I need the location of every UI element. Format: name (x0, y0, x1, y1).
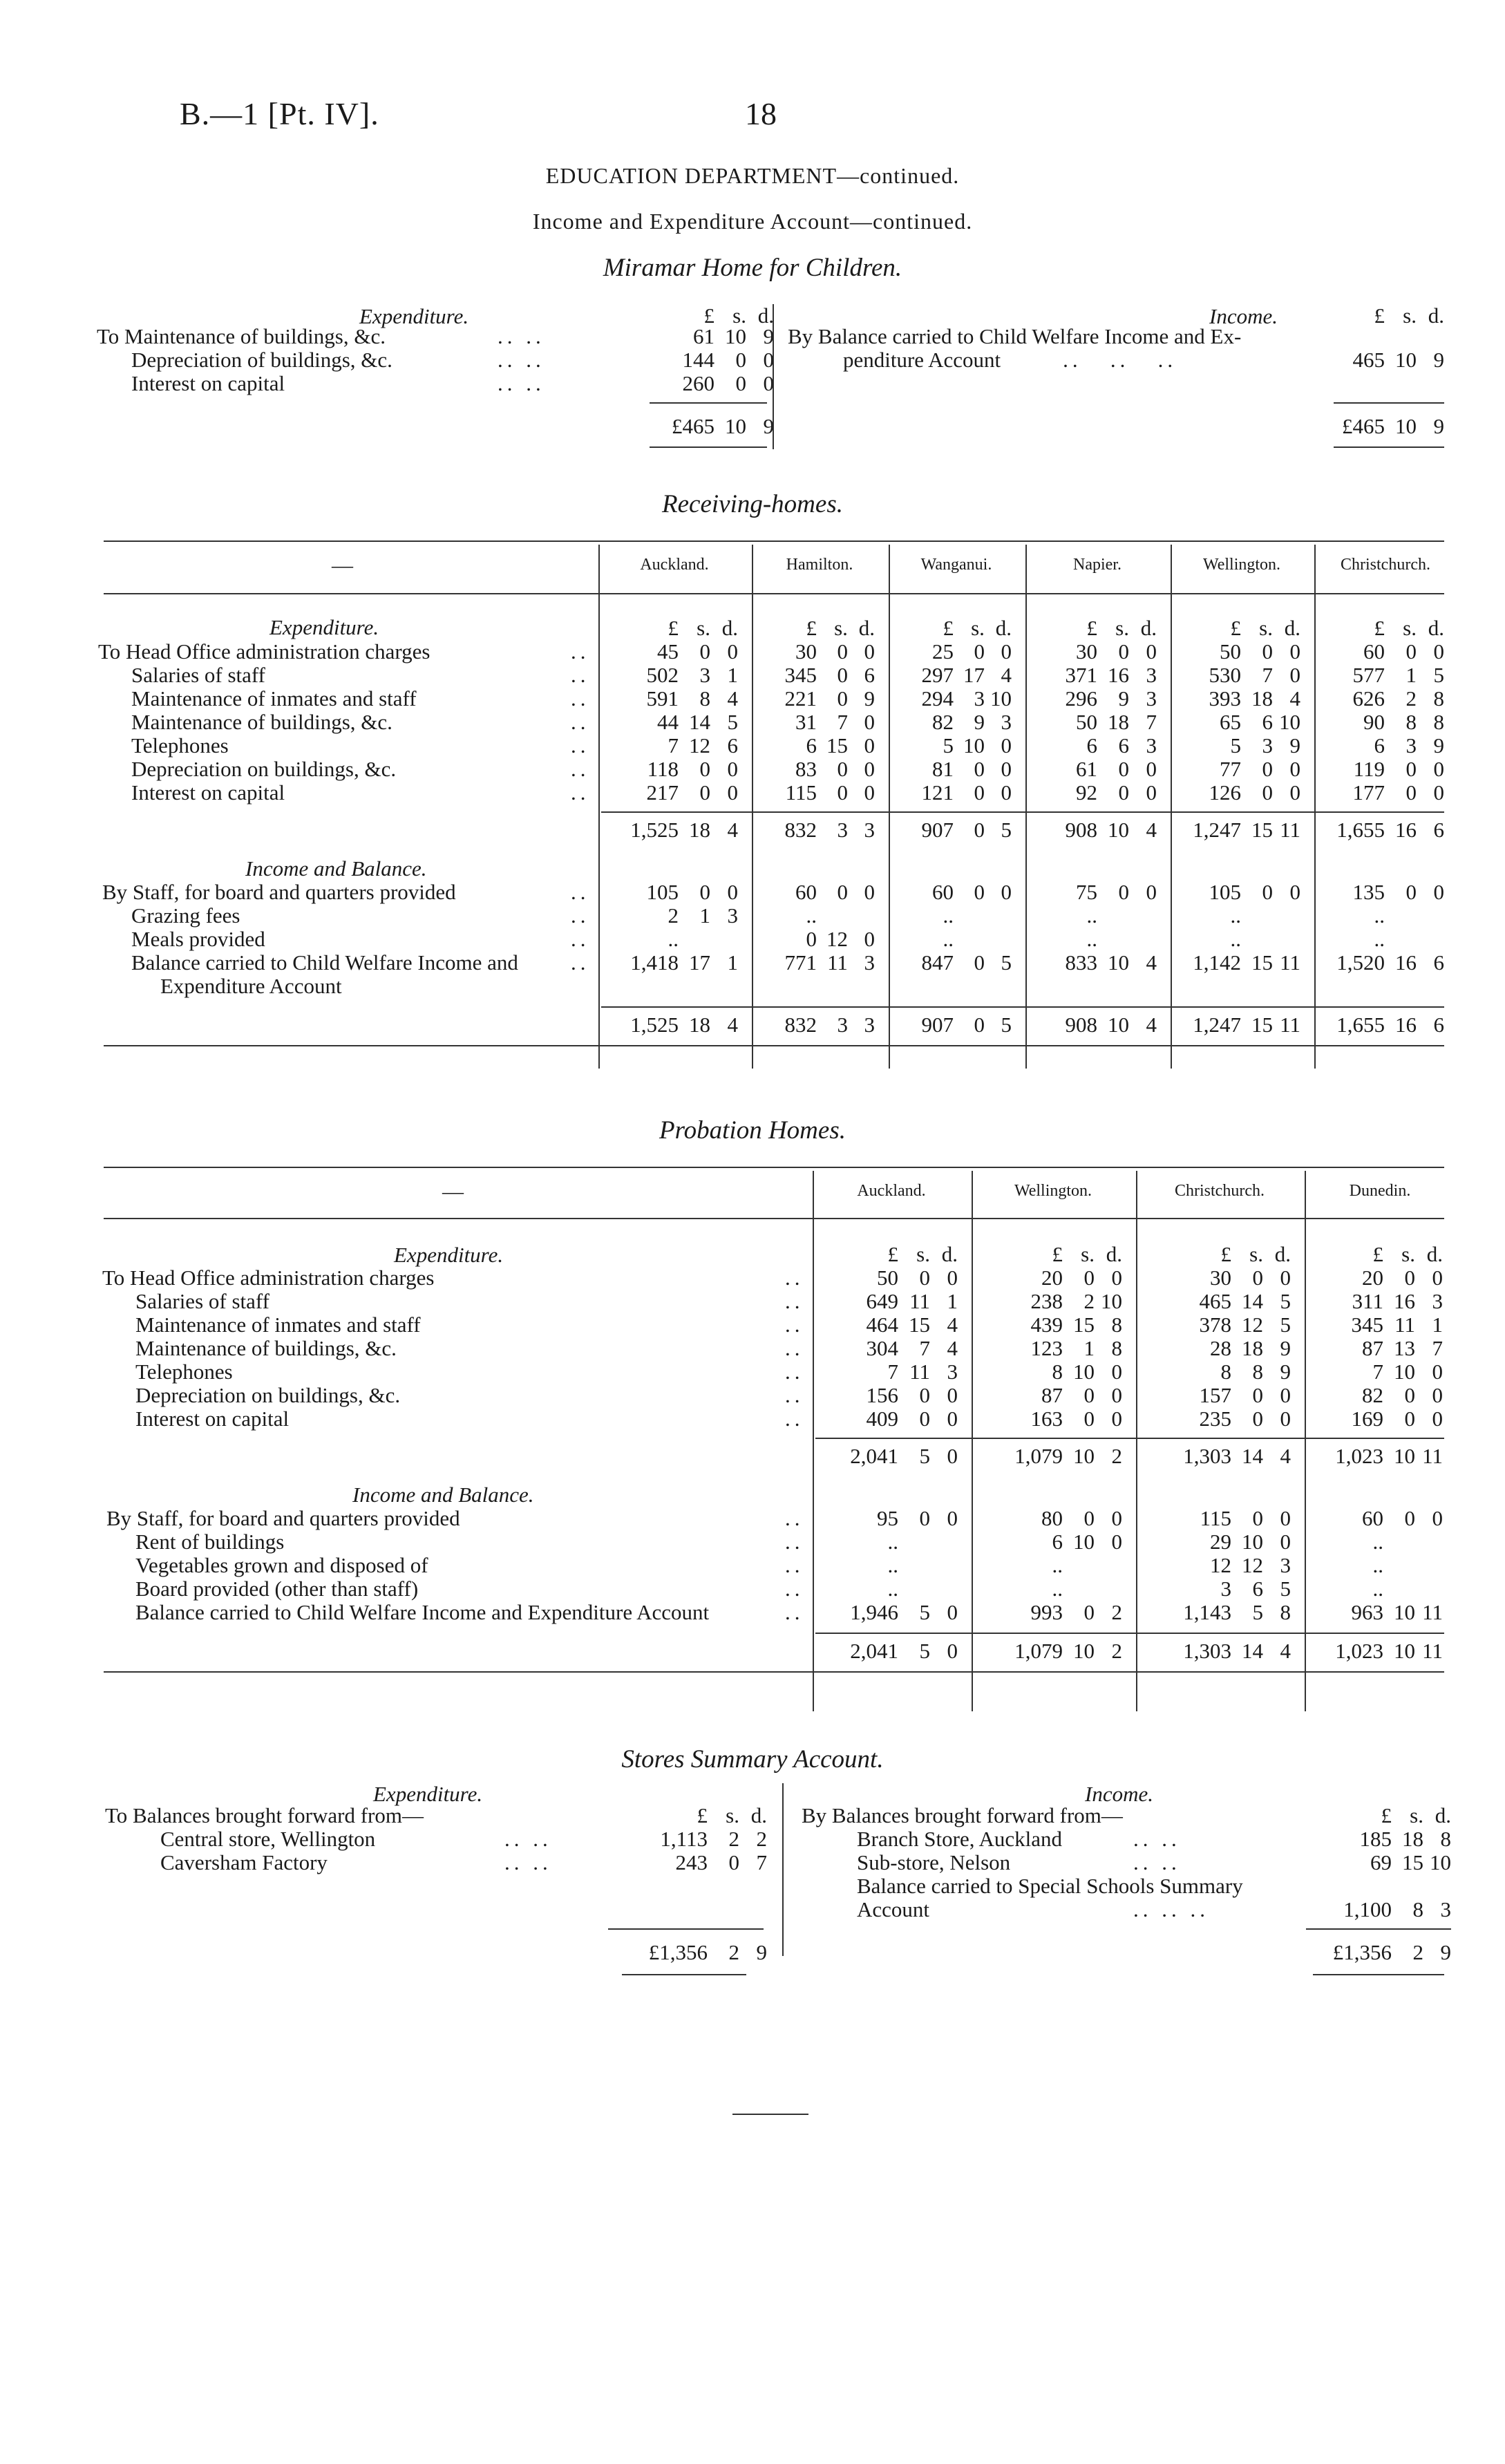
money-value: 121 0 0 (921, 780, 1012, 805)
money-value: 157 0 0 (1199, 1383, 1291, 1407)
money-value: 156 0 0 (866, 1383, 958, 1407)
leader-dots: .. (785, 1360, 804, 1384)
money-value: 115 0 0 (785, 780, 875, 805)
leader-dots: .. .. (1133, 1850, 1181, 1874)
money-value: 1,079 10 2 (1014, 1444, 1122, 1468)
money-value: 771 11 3 (784, 950, 875, 975)
money-value: 169 0 0 (1351, 1407, 1443, 1431)
money-value: 832 3 3 (784, 818, 875, 842)
money-value: 649 11 1 (866, 1289, 958, 1313)
money-value: 2,041 5 0 (850, 1444, 958, 1468)
stores-exp-total: £1,356 2 9 (648, 1940, 767, 1964)
receiving-exp-label: Maintenance of inmates and staff (131, 686, 417, 711)
money-value: 393 18 4 (1209, 686, 1300, 711)
currency-header: £ s. d. (668, 616, 738, 640)
money-value: 6 6 3 (1086, 733, 1157, 758)
money-value: 105 0 0 (1209, 880, 1300, 904)
money-value: 577 1 5 (1352, 663, 1444, 687)
money-value: 82 9 3 (932, 710, 1012, 734)
money-value: 345 11 1 (1351, 1313, 1443, 1337)
money-value: 304 7 4 (866, 1336, 958, 1360)
miramar-expenditure-heading: Expenditure. (359, 304, 469, 328)
stores-inc-row (802, 1827, 1451, 1851)
row-label: Balance carried to Special Schools Summary (857, 1874, 1243, 1898)
row-label: Sub-store, Nelson (857, 1850, 1011, 1874)
miramar-income-label-2: penditure Account .. .. .. (843, 348, 1177, 372)
money-value: 25 0 0 (932, 639, 1012, 664)
money-value: .. (943, 927, 954, 951)
money-value: 847 0 5 (921, 950, 1012, 975)
money-value: 50 18 7 (1076, 710, 1157, 734)
stores-inc-row (802, 1874, 1451, 1898)
money-value: 6 3 9 (1374, 733, 1444, 758)
money-value: 1,520 16 6 (1336, 950, 1444, 975)
currency-header: £ s. d. (887, 1242, 958, 1266)
stores-inc-currency: £ s. d. (1381, 1803, 1451, 1827)
leader-dots: .. (785, 1553, 804, 1577)
receiving-inc-label: By Staff, for board and quarters provided (102, 880, 456, 904)
money-value: 297 17 4 (921, 663, 1012, 687)
money-value: .. (1086, 927, 1097, 951)
money-value: 1,079 10 2 (1014, 1639, 1122, 1663)
leader-dots: .. .. .. (1133, 1897, 1209, 1921)
stores-inc-row (802, 1851, 1451, 1874)
leader-dots: .. (571, 639, 590, 664)
money-value: 50 0 0 (1220, 639, 1300, 664)
receiving-inc-label: Meals provided (131, 927, 265, 951)
receiving-inc-label: Grazing fees (131, 903, 240, 928)
money-value: 29 10 0 (1210, 1530, 1291, 1554)
money-value: 69 15 10 (1370, 1850, 1451, 1874)
receiving-exp-label: To Head Office administration charges (98, 639, 430, 664)
money-value: 1,946 5 0 (850, 1600, 958, 1624)
row-label: Branch Store, Auckland (857, 1827, 1063, 1851)
money-value: 294 3 10 (921, 686, 1012, 711)
money-value: 90 8 8 (1363, 710, 1444, 734)
page-number: 18 (745, 96, 777, 131)
money-value: 409 0 0 (866, 1407, 958, 1431)
leader-dots: .. (785, 1506, 804, 1530)
currency-header: £ s. d. (1052, 1242, 1122, 1266)
receiving-col-header: Auckland. (640, 556, 709, 574)
receiving-col-header: Wanganui. (920, 556, 992, 574)
leader-dots: .. (785, 1530, 804, 1554)
money-value: .. (806, 903, 817, 928)
probation-expenditure-heading: Expenditure. (394, 1243, 504, 1267)
leader-dots: .. .. (504, 1850, 552, 1874)
row-label: Interest on capital (131, 371, 285, 395)
money-value: 217 0 0 (646, 780, 738, 805)
money-value: 464 15 4 (866, 1313, 958, 1337)
money-value: 2 1 3 (668, 903, 738, 928)
receiving-col-header: Wellington. (1202, 556, 1281, 574)
currency-header: £ s. d. (1372, 1242, 1443, 1266)
money-value: 144 0 0 (682, 348, 774, 372)
leader-dots: .. .. (1133, 1827, 1181, 1851)
probation-exp-label: Salaries of staff (135, 1289, 269, 1313)
leader-dots: .. .. (498, 324, 545, 348)
leader-dots: .. (571, 686, 590, 711)
probation-exp-label: Maintenance of buildings, &c. (135, 1336, 397, 1360)
leader-dots: .. (571, 903, 590, 928)
money-value: 60 0 0 (1363, 639, 1444, 664)
money-value: 87 0 0 (1041, 1383, 1122, 1407)
probation-inc-label: Rent of buildings (135, 1530, 285, 1554)
miramar-expenditure-list (97, 325, 774, 395)
money-value: 2,041 5 0 (850, 1639, 958, 1663)
receiving-exp-label: Maintenance of buildings, &c. (131, 710, 392, 734)
probation-exp-label: Maintenance of inmates and staff (135, 1313, 421, 1337)
leader-dots: .. (785, 1407, 804, 1431)
money-value: 502 3 1 (646, 663, 738, 687)
leader-dots: .. (571, 780, 590, 805)
currency-header: £ s. d. (1230, 616, 1300, 640)
probation-income-heading: Income and Balance. (352, 1483, 534, 1507)
money-value: 83 0 0 (795, 757, 875, 781)
money-value: .. (1086, 903, 1097, 928)
money-value: 908 10 4 (1065, 1013, 1157, 1037)
receiving-dash: — (332, 553, 353, 577)
money-value: 61 0 0 (1076, 757, 1157, 781)
leader-dots: .. (785, 1313, 804, 1337)
money-value: 7 11 3 (887, 1360, 958, 1384)
money-value: 439 15 8 (1030, 1313, 1122, 1337)
money-value: 185 18 8 (1359, 1827, 1451, 1851)
probation-col-header: Auckland. (857, 1182, 926, 1200)
receiving-exp-label: Salaries of staff (131, 663, 265, 687)
receiving-col-header: Christchurch. (1341, 556, 1430, 574)
money-value: 963 10 11 (1351, 1600, 1443, 1624)
miramar-exp-row (97, 348, 774, 372)
money-value: 60 0 0 (932, 880, 1012, 904)
leader-dots: .. (571, 757, 590, 781)
money-value: 832 3 3 (784, 1013, 875, 1037)
money-value: 6 15 0 (806, 733, 875, 758)
money-value: 993 0 2 (1030, 1600, 1122, 1624)
money-value: 1,525 18 4 (630, 1013, 738, 1037)
receiving-expenditure-heading: Expenditure. (269, 615, 379, 639)
row-label: Account (857, 1897, 930, 1921)
row-label: To Maintenance of buildings, &c. (97, 324, 386, 348)
money-value: 60 0 0 (795, 880, 875, 904)
receiving-exp-label: Interest on capital (131, 780, 285, 805)
miramar-inc-currency: £ s. d. (1374, 303, 1444, 328)
money-value: 1,655 16 6 (1336, 1013, 1444, 1037)
money-value: 296 9 3 (1065, 686, 1157, 711)
currency-header: £ s. d. (1086, 616, 1157, 640)
leader-dots: .. (571, 710, 590, 734)
probation-exp-label: Interest on capital (135, 1407, 290, 1431)
receiving-col-header: Hamilton. (786, 556, 853, 574)
money-value: 105 0 0 (646, 880, 738, 904)
receiving-income-heading: Income and Balance. (245, 856, 427, 881)
receiving-inc-label-2: Expenditure Account (160, 974, 342, 998)
money-value: 0 12 0 (806, 927, 875, 951)
leader-dots: .. .. (498, 371, 545, 395)
money-value: 30 0 0 (1210, 1266, 1291, 1290)
money-value: 1,525 18 4 (630, 818, 738, 842)
leader-dots: .. (571, 950, 590, 975)
money-value: 65 6 10 (1220, 710, 1300, 734)
money-value: 1,023 10 11 (1335, 1639, 1443, 1663)
leader-dots: .. (785, 1266, 804, 1290)
probation-title: Probation Homes. (659, 1116, 846, 1145)
money-value: 1,113 2 2 (660, 1827, 767, 1851)
money-value: 82 0 0 (1362, 1383, 1443, 1407)
report-reference: B.—1 [Pt. IV]. (180, 96, 379, 131)
money-value: .. (887, 1577, 898, 1601)
money-value: 80 0 0 (1041, 1506, 1122, 1530)
miramar-income-heading: Income. (1209, 304, 1278, 328)
money-value: 8 10 0 (1052, 1360, 1122, 1384)
money-value: 1,143 5 8 (1183, 1600, 1291, 1624)
receiving-title: Receiving-homes. (662, 490, 843, 518)
money-value: .. (1372, 1577, 1383, 1601)
probation-exp-label: Depreciation on buildings, &c. (135, 1383, 401, 1407)
money-value: 77 0 0 (1220, 757, 1300, 781)
receiving-exp-label: Depreciation on buildings, &c. (131, 757, 397, 781)
money-value: 118 0 0 (647, 757, 738, 781)
money-value: 1,303 14 4 (1183, 1444, 1291, 1468)
miramar-exp-currency: £ s. d. (703, 303, 774, 328)
probation-inc-label: Balance carried to Child Welfare Income and Expenditure Account (135, 1600, 710, 1624)
probation-col-header: Wellington. (1014, 1182, 1092, 1200)
money-value: 7 12 6 (668, 733, 738, 758)
leader-dots: .. (785, 1383, 804, 1407)
stores-income-heading: Income. (1085, 1782, 1153, 1806)
money-value: 5 10 0 (943, 733, 1012, 758)
receiving-inc-label: Balance carried to Child Welfare Income and (131, 950, 518, 975)
currency-header: £ s. d. (1374, 616, 1444, 640)
money-value: 238 2 10 (1030, 1289, 1122, 1313)
money-value: 1,247 15 11 (1193, 1013, 1300, 1037)
stores-expenditure-list (104, 1827, 767, 1874)
money-value: 6 10 0 (1052, 1530, 1122, 1554)
row-label: Central store, Wellington (160, 1827, 376, 1851)
account-title: Income and Expenditure Account—continued. (532, 209, 973, 234)
money-value: 626 2 8 (1352, 686, 1444, 711)
money-value: 465 14 5 (1199, 1289, 1291, 1313)
stores-exp-row (104, 1827, 767, 1851)
money-value: 95 0 0 (877, 1506, 958, 1530)
miramar-income-label-1: By Balance carried to Child Welfare Income and Ex- (788, 324, 1242, 348)
money-value: 61 10 9 (693, 324, 774, 348)
money-value: 530 7 0 (1209, 663, 1300, 687)
money-value: 5 3 9 (1230, 733, 1300, 758)
currency-header: £ s. d. (1220, 1242, 1291, 1266)
money-value: .. (668, 927, 679, 951)
probation-exp-label: To Head Office administration charges (102, 1266, 435, 1290)
leader-dots: .. .. (504, 1827, 552, 1851)
stores-title: Stores Summary Account. (621, 1745, 884, 1774)
miramar-exp-row (97, 372, 774, 395)
leader-dots: .. .. (498, 348, 545, 372)
money-value: 31 7 0 (795, 710, 875, 734)
miramar-exp-total: £465 10 9 (672, 414, 774, 438)
department-title: EDUCATION DEPARTMENT—continued. (545, 163, 960, 188)
money-value: 378 12 5 (1199, 1313, 1291, 1337)
money-value: .. (1374, 927, 1385, 951)
miramar-inc-total: £465 10 9 (1342, 414, 1444, 438)
miramar-title: Miramar Home for Children. (603, 254, 902, 282)
money-value: 1,100 8 3 (1343, 1897, 1451, 1921)
money-value: 20 0 0 (1041, 1266, 1122, 1290)
stores-income-intro: By Balances brought forward from— (802, 1803, 1123, 1827)
stores-income-list (802, 1827, 1451, 1921)
money-value: 135 0 0 (1352, 880, 1444, 904)
money-value: .. (1052, 1577, 1063, 1601)
money-value: 126 0 0 (1209, 780, 1300, 805)
leader-dots: .. (571, 927, 590, 951)
leader-dots: .. (571, 663, 590, 687)
money-value: 221 0 9 (784, 686, 875, 711)
money-value: 44 14 5 (657, 710, 738, 734)
money-value: 115 0 0 (1200, 1506, 1291, 1530)
money-value: .. (1372, 1553, 1383, 1577)
money-value: 92 0 0 (1076, 780, 1157, 805)
money-value: .. (1374, 903, 1385, 928)
money-value: 371 16 3 (1065, 663, 1157, 687)
money-value: .. (887, 1530, 898, 1554)
leader-dots: .. (785, 1336, 804, 1360)
money-value: .. (887, 1553, 898, 1577)
money-value: 45 0 0 (657, 639, 738, 664)
row-label: Depreciation of buildings, &c. (131, 348, 392, 372)
row-label: Caversham Factory (160, 1850, 328, 1874)
miramar-exp-row (97, 325, 774, 348)
stores-inc-row-2 (802, 1898, 1451, 1921)
money-value: 7 10 0 (1372, 1360, 1443, 1384)
money-value: 907 0 5 (921, 818, 1012, 842)
leader-dots: .. (785, 1600, 804, 1624)
money-value: 235 0 0 (1199, 1407, 1291, 1431)
stores-expenditure-heading: Expenditure. (373, 1782, 483, 1806)
money-value: 833 10 4 (1065, 950, 1157, 975)
money-value: 30 0 0 (795, 639, 875, 664)
leader-dots: .. (785, 1289, 804, 1313)
money-value: .. (1052, 1553, 1063, 1577)
money-value: 1,142 15 11 (1193, 950, 1300, 975)
money-value: 87 13 7 (1362, 1336, 1443, 1360)
leader-dots: .. (571, 880, 590, 904)
money-value: 177 0 0 (1352, 780, 1444, 805)
money-value: .. (943, 903, 954, 928)
currency-header: £ s. d. (806, 616, 875, 640)
stores-exp-currency: £ s. d. (697, 1803, 767, 1827)
money-value: 50 0 0 (877, 1266, 958, 1290)
leader-dots: .. (785, 1577, 804, 1601)
money-value: 1,655 16 6 (1336, 818, 1444, 842)
money-value: 75 0 0 (1076, 880, 1157, 904)
money-value: 1,418 17 1 (630, 950, 738, 975)
money-value: 8 8 9 (1220, 1360, 1291, 1384)
currency-header: £ s. d. (943, 616, 1012, 640)
stores-exp-row (104, 1851, 767, 1874)
money-value: 591 8 4 (646, 686, 738, 711)
probation-col-header: Dunedin. (1349, 1182, 1411, 1200)
money-value: 28 18 9 (1210, 1336, 1291, 1360)
money-value: 908 10 4 (1065, 818, 1157, 842)
money-value: .. (1372, 1530, 1383, 1554)
leader-dots: .. (571, 733, 590, 758)
money-value: 30 0 0 (1076, 639, 1157, 664)
money-value: 1,023 10 11 (1335, 1444, 1443, 1468)
money-value: .. (1230, 903, 1241, 928)
money-value: 260 0 0 (682, 371, 774, 395)
stores-inc-total: £1,356 2 9 (1332, 1940, 1451, 1964)
probation-dash: — (442, 1179, 464, 1203)
money-value: 81 0 0 (932, 757, 1012, 781)
probation-inc-label: Vegetables grown and disposed of (135, 1553, 428, 1577)
stores-expenditure-intro: To Balances brought forward from— (105, 1803, 424, 1827)
money-value: 60 0 0 (1362, 1506, 1443, 1530)
money-value: 1,303 14 4 (1183, 1639, 1291, 1663)
money-value: 163 0 0 (1030, 1407, 1122, 1431)
money-value: 119 0 0 (1353, 757, 1444, 781)
end-rule (732, 2114, 808, 2115)
money-value: 3 6 5 (1220, 1577, 1291, 1601)
money-value: 243 0 7 (675, 1850, 767, 1874)
money-value: 123 1 8 (1030, 1336, 1122, 1360)
receiving-col-header: Napier. (1073, 556, 1121, 574)
money-value: .. (1230, 927, 1241, 951)
money-value: 907 0 5 (921, 1013, 1012, 1037)
receiving-exp-label: Telephones (131, 733, 229, 758)
money-value: 12 12 3 (1210, 1553, 1291, 1577)
money-value: 345 0 6 (784, 663, 875, 687)
money-value: 311 16 3 (1352, 1289, 1443, 1313)
money-value: 1,247 15 11 (1193, 818, 1300, 842)
probation-inc-label: By Staff, for board and quarters provided (106, 1506, 460, 1530)
money-value: 20 0 0 (1362, 1266, 1443, 1290)
probation-col-header: Christchurch. (1175, 1182, 1265, 1200)
miramar-income-value: 465 10 9 (1352, 348, 1444, 372)
probation-inc-label: Board provided (other than staff) (135, 1577, 419, 1601)
probation-exp-label: Telephones (135, 1360, 233, 1384)
